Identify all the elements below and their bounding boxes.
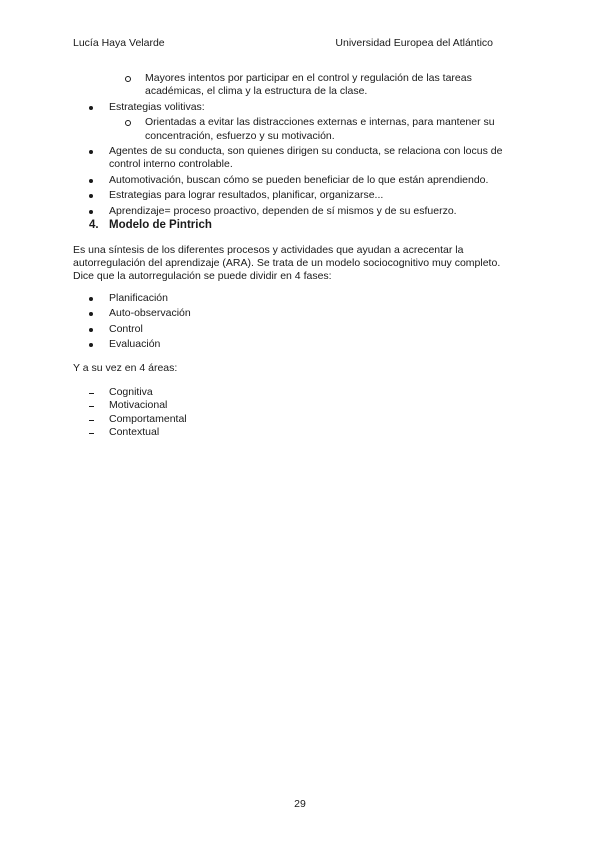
list-item-text: Estrategias para lograr resultados, planificar, organizarse... xyxy=(109,189,384,202)
disc-bullet-icon xyxy=(89,194,93,198)
circle-bullet-icon xyxy=(125,76,131,82)
paragraph-line: Dice que la autorregulación se puede dividir en 4 fases: xyxy=(73,270,332,283)
disc-bullet-icon xyxy=(89,297,93,301)
list-item xyxy=(73,72,528,85)
list-item-text: control interno controlable. xyxy=(109,158,233,171)
list-item-text: concentración, esfuerzo y su motivación. xyxy=(145,129,335,142)
page-header xyxy=(73,37,493,50)
list-item-continuation xyxy=(73,85,528,98)
list-item-text: Evaluación xyxy=(109,338,161,350)
areas-intro: Y a su vez en 4 áreas: xyxy=(73,362,178,375)
dash-bullet-icon xyxy=(89,433,94,434)
disc-bullet-icon xyxy=(89,210,93,214)
list-item xyxy=(73,338,528,351)
list-item-continuation xyxy=(73,130,528,143)
circle-bullet-icon xyxy=(125,120,131,126)
paragraph-line: autorregulación del aprendizaje (ARA). Se trata de un modelo sociocognitivo muy completo. xyxy=(73,256,501,269)
disc-bullet-icon xyxy=(89,343,93,347)
areas-list xyxy=(73,386,528,440)
phases-list xyxy=(73,292,528,352)
list-item-text: académicas, el clima y la estructura de la clase. xyxy=(145,85,368,98)
disc-bullet-icon xyxy=(89,312,93,316)
disc-bullet-icon xyxy=(89,106,93,110)
list-item-text: Motivacional xyxy=(109,399,168,412)
section-number: 4. xyxy=(89,219,99,232)
dash-bullet-icon xyxy=(89,406,94,407)
list-item-continuation xyxy=(73,158,528,171)
list-item xyxy=(73,174,528,187)
list-item-text: Automotivación, buscan cómo se pueden beneficiar de lo que están aprendiendo. xyxy=(109,173,489,186)
dash-bullet-icon xyxy=(89,420,94,421)
list-item xyxy=(73,116,528,129)
list-item-text: Control xyxy=(109,322,143,335)
list-item xyxy=(73,292,528,305)
disc-bullet-icon xyxy=(89,179,93,183)
section-heading xyxy=(73,218,528,232)
header-author: Lucía Haya Velarde xyxy=(73,37,165,49)
list-item xyxy=(73,386,528,399)
list-item xyxy=(73,399,528,412)
list-item xyxy=(73,205,528,218)
list-item xyxy=(73,426,528,439)
list-item xyxy=(73,307,528,320)
disc-bullet-icon xyxy=(89,150,93,154)
list-item-text: Comportamental xyxy=(109,412,187,425)
list-item-text: Auto-observación xyxy=(109,307,191,320)
header-institution: Universidad Europea del Atlántico xyxy=(335,37,493,49)
list-item xyxy=(73,413,528,426)
list-item-text: Aprendizaje= proceso proactivo, dependen de sí mismos y de su esfuerzo. xyxy=(109,204,457,217)
list-item-text: Mayores intentos por participar en el control y regulación de las tareas xyxy=(145,72,472,84)
list-item-text: Planificación xyxy=(109,291,168,304)
list-item-text: Contextual xyxy=(109,426,160,439)
list-item-text: Cognitiva xyxy=(109,385,153,398)
page-number: 29 xyxy=(294,798,306,810)
list-item xyxy=(73,145,528,158)
list-item xyxy=(73,189,528,202)
list-item-text: Orientadas a evitar las distracciones externas e internas, para mantener su xyxy=(145,116,495,129)
list-item-text: Agentes de su conducta, son quienes dirigen su conducta, se relaciona con locus de xyxy=(109,145,503,158)
page-content xyxy=(73,72,528,439)
list-item-text: Estrategias volitivas: xyxy=(109,100,205,113)
list-item xyxy=(73,101,528,114)
list-item xyxy=(73,323,528,336)
section-title: Modelo de Pintrich xyxy=(109,219,212,232)
paragraph-line: Es una síntesis de los diferentes procesos y actividades que ayudan a acrecentar la xyxy=(73,243,464,256)
disc-bullet-icon xyxy=(89,328,93,332)
dash-bullet-icon xyxy=(89,393,94,394)
intro-paragraph xyxy=(73,244,528,284)
